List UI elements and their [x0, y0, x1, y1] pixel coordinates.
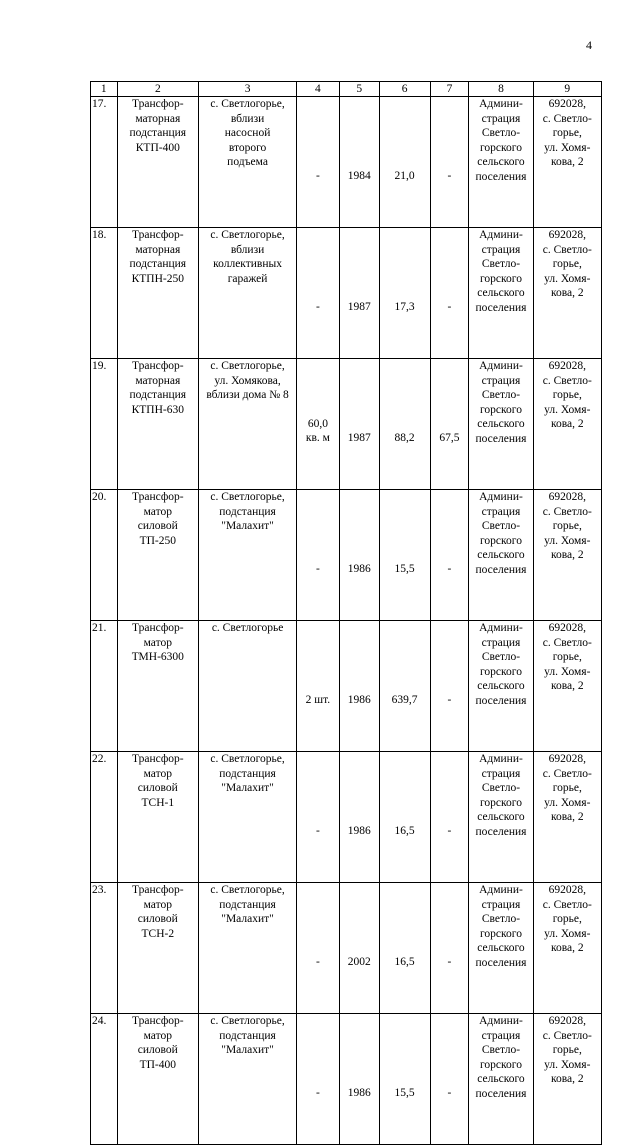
- cell-line: подстанция: [219, 1029, 276, 1042]
- object-owner: [469, 359, 533, 490]
- cell-line: Светло-: [481, 258, 521, 271]
- cell-line: Трансфор-: [132, 229, 184, 241]
- cell-line: 60,0: [307, 417, 328, 430]
- table-row: [91, 359, 602, 490]
- row-number: 19.: [91, 359, 118, 490]
- object-year: 1986: [339, 490, 379, 621]
- object-location: [199, 490, 297, 621]
- column-number: 5: [339, 82, 379, 97]
- column-number: 1: [91, 82, 118, 97]
- row-number: 18.: [91, 228, 118, 359]
- cell-line: 692028,: [548, 753, 586, 765]
- cell-line: ТП-250: [139, 534, 177, 547]
- cell-line: страция: [481, 636, 521, 649]
- cell-line: насосной: [224, 127, 271, 140]
- cell-line: кова, 2: [550, 1073, 584, 1086]
- table-row: [91, 752, 602, 883]
- object-area: [297, 228, 340, 359]
- cell-line: матор: [143, 767, 172, 780]
- cell-line: страция: [481, 1029, 521, 1042]
- cell-line: с. Светлогорье,: [210, 229, 285, 241]
- cell-line: -: [316, 956, 320, 969]
- cell-line: Светло-: [481, 127, 521, 140]
- object-year: 2002: [339, 883, 379, 1014]
- cell-line: горье,: [552, 1044, 582, 1057]
- cell-line: ул. Хомя-: [544, 796, 591, 809]
- cell-line: маторная: [135, 243, 181, 256]
- cell-line: силовой: [137, 520, 178, 533]
- cell-line: горского: [479, 141, 522, 154]
- object-name: [117, 883, 199, 1014]
- cell-line: -: [316, 1087, 320, 1100]
- row-number: 22.: [91, 752, 118, 883]
- page-number: 4: [586, 38, 592, 52]
- cell-line: Трансфор-: [132, 491, 184, 503]
- cell-line: подстанция: [219, 505, 276, 518]
- cell-line: 692028,: [548, 98, 586, 110]
- object-owner: [469, 752, 533, 883]
- object-residual-value: 67,5: [430, 359, 469, 490]
- cell-line: Админи-: [479, 491, 523, 503]
- owner-address: [533, 228, 601, 359]
- cell-line: вблизи дома № 8: [206, 389, 289, 402]
- cell-line: ТМН-6300: [131, 651, 184, 664]
- cell-line: горского: [479, 665, 522, 678]
- cell-line: ул. Хомя-: [544, 403, 591, 416]
- cell-line: Светло-: [481, 1044, 521, 1057]
- cell-line: Трансфор-: [132, 622, 184, 634]
- cell-line: поселения: [475, 170, 527, 183]
- object-value: 15,5: [379, 490, 430, 621]
- cell-line: второго: [228, 141, 267, 154]
- cell-line: поселения: [475, 956, 527, 969]
- cell-line: Админи-: [479, 229, 523, 241]
- cell-line: 692028,: [548, 622, 586, 634]
- cell-line: 692028,: [548, 491, 586, 503]
- object-owner: [469, 97, 533, 228]
- cell-line: подстанция: [129, 389, 187, 402]
- cell-line: с. Светлогорье,: [210, 98, 285, 110]
- cell-line: Админи-: [479, 98, 523, 110]
- cell-line: с. Светлогорье,: [210, 360, 285, 372]
- row-number: 21.: [91, 621, 118, 752]
- cell-line: матор: [143, 505, 172, 518]
- cell-line: с. Светлогорье,: [210, 1015, 285, 1027]
- cell-line: с. Светлогорье: [211, 622, 284, 634]
- cell-line: горского: [479, 272, 522, 285]
- cell-line: Трансфор-: [132, 360, 184, 372]
- table-row: [91, 490, 602, 621]
- object-residual-value: -: [430, 621, 469, 752]
- cell-line: ТСН-1: [141, 796, 175, 809]
- cell-line: горье,: [552, 520, 582, 533]
- object-location: [199, 883, 297, 1014]
- cell-line: кова, 2: [550, 418, 584, 431]
- column-number: 3: [199, 82, 297, 97]
- object-name: [117, 1014, 199, 1145]
- cell-line: кова, 2: [550, 680, 584, 693]
- object-location: [199, 621, 297, 752]
- column-number: 9: [533, 82, 601, 97]
- object-year: 1987: [339, 228, 379, 359]
- object-owner: [469, 1014, 533, 1145]
- cell-line: маторная: [135, 112, 181, 125]
- property-registry-table: [90, 81, 602, 1145]
- cell-line: с. Светло-: [542, 112, 592, 125]
- cell-line: с. Светло-: [542, 1029, 592, 1042]
- cell-line: страция: [481, 112, 521, 125]
- cell-line: горского: [479, 534, 522, 547]
- object-area: [297, 621, 340, 752]
- object-value: 639,7: [379, 621, 430, 752]
- cell-line: матор: [143, 636, 172, 649]
- object-area: [297, 1014, 340, 1145]
- object-year: 1986: [339, 752, 379, 883]
- object-location: [199, 1014, 297, 1145]
- cell-line: сельского: [477, 1073, 525, 1086]
- cell-line: сельского: [477, 811, 525, 824]
- object-name: [117, 490, 199, 621]
- table-row: [91, 228, 602, 359]
- cell-line: с. Светло-: [542, 636, 592, 649]
- cell-line: Админи-: [479, 1015, 523, 1027]
- row-number: 23.: [91, 883, 118, 1014]
- cell-line: 692028,: [548, 884, 586, 896]
- object-residual-value: -: [430, 752, 469, 883]
- cell-line: поселения: [475, 432, 527, 445]
- cell-line: ул. Хомя-: [544, 141, 591, 154]
- cell-line: силовой: [137, 1044, 178, 1057]
- object-residual-value: -: [430, 490, 469, 621]
- cell-line: Трансфор-: [132, 1015, 184, 1027]
- cell-line: подстанция: [219, 898, 276, 911]
- cell-line: с. Светло-: [542, 374, 592, 387]
- cell-line: КТПН-250: [131, 272, 184, 285]
- object-value: 15,5: [379, 1014, 430, 1145]
- owner-address: [533, 97, 601, 228]
- object-name: [117, 752, 199, 883]
- object-area: [297, 359, 340, 490]
- cell-line: горье,: [552, 389, 582, 402]
- cell-line: с. Светло-: [542, 767, 592, 780]
- cell-line: ул. Хомя-: [544, 927, 591, 940]
- object-owner: [469, 621, 533, 752]
- cell-line: сельского: [477, 942, 525, 955]
- cell-line: -: [316, 301, 320, 314]
- object-year: 1986: [339, 621, 379, 752]
- cell-line: подстанция: [219, 767, 276, 780]
- cell-line: с. Светло-: [542, 898, 592, 911]
- cell-line: горского: [479, 1058, 522, 1071]
- cell-line: ул. Хомя-: [544, 665, 591, 678]
- cell-line: поселения: [475, 825, 527, 838]
- cell-line: гаражей: [227, 272, 268, 285]
- owner-address: [533, 621, 601, 752]
- column-number: 7: [430, 82, 469, 97]
- object-year: 1986: [339, 1014, 379, 1145]
- column-number-row: [91, 82, 602, 97]
- cell-line: поселения: [475, 301, 527, 314]
- cell-line: горье,: [552, 651, 582, 664]
- cell-line: поселения: [475, 694, 527, 707]
- cell-line: ул. Хомя-: [544, 534, 591, 547]
- object-name: [117, 97, 199, 228]
- cell-line: кв. м: [305, 432, 330, 445]
- object-owner: [469, 883, 533, 1014]
- cell-line: ул. Хомя-: [544, 272, 591, 285]
- cell-line: подстанция: [129, 127, 187, 140]
- object-owner: [469, 490, 533, 621]
- cell-line: горского: [479, 927, 522, 940]
- object-residual-value: -: [430, 228, 469, 359]
- object-location: [199, 752, 297, 883]
- object-location: [199, 97, 297, 228]
- owner-address: [533, 490, 601, 621]
- object-residual-value: -: [430, 1014, 469, 1145]
- object-residual-value: -: [430, 97, 469, 228]
- cell-line: страция: [481, 505, 521, 518]
- cell-line: с. Светло-: [542, 243, 592, 256]
- table-row: [91, 97, 602, 228]
- cell-line: сельского: [477, 418, 525, 431]
- cell-line: матор: [143, 898, 172, 911]
- cell-line: поселения: [475, 1087, 527, 1100]
- cell-line: Трансфор-: [132, 98, 184, 110]
- cell-line: Админи-: [479, 622, 523, 634]
- object-year: 1987: [339, 359, 379, 490]
- cell-line: 2 шт.: [305, 694, 331, 707]
- object-area: [297, 752, 340, 883]
- cell-line: кова, 2: [550, 287, 584, 300]
- cell-line: кова, 2: [550, 156, 584, 169]
- cell-line: 692028,: [548, 360, 586, 372]
- cell-line: силовой: [137, 913, 178, 926]
- table-row: [91, 1014, 602, 1145]
- cell-line: "Малахит": [221, 782, 274, 795]
- cell-line: 692028,: [548, 229, 586, 241]
- row-number: 20.: [91, 490, 118, 621]
- cell-line: ул. Хомя-: [544, 1058, 591, 1071]
- cell-line: ТСН-2: [141, 927, 175, 940]
- owner-address: [533, 883, 601, 1014]
- object-value: 17,3: [379, 228, 430, 359]
- cell-line: сельского: [477, 680, 525, 693]
- cell-line: маторная: [135, 374, 181, 387]
- cell-line: сельского: [477, 287, 525, 300]
- column-number: 4: [297, 82, 340, 97]
- row-number: 17.: [91, 97, 118, 228]
- column-number: 6: [379, 82, 430, 97]
- cell-line: кова, 2: [550, 549, 584, 562]
- object-value: 88,2: [379, 359, 430, 490]
- object-owner: [469, 228, 533, 359]
- cell-line: страция: [481, 767, 521, 780]
- object-location: [199, 228, 297, 359]
- cell-line: Светло-: [481, 913, 521, 926]
- cell-line: матор: [143, 1029, 172, 1042]
- cell-line: вблизи: [230, 243, 265, 256]
- object-year: 1984: [339, 97, 379, 228]
- cell-line: с. Светлогорье,: [210, 884, 285, 896]
- cell-line: с. Светло-: [542, 505, 592, 518]
- column-number: 2: [117, 82, 199, 97]
- cell-line: Трансфор-: [132, 753, 184, 765]
- object-residual-value: -: [430, 883, 469, 1014]
- object-name: [117, 359, 199, 490]
- cell-line: горье,: [552, 913, 582, 926]
- cell-line: коллективных: [213, 258, 282, 271]
- row-number: 24.: [91, 1014, 118, 1145]
- cell-line: Админи-: [479, 753, 523, 765]
- owner-address: [533, 752, 601, 883]
- cell-line: Трансфор-: [132, 884, 184, 896]
- object-location: [199, 359, 297, 490]
- cell-line: "Малахит": [221, 1044, 274, 1057]
- cell-line: сельского: [477, 549, 525, 562]
- object-name: [117, 228, 199, 359]
- cell-line: КТПН-630: [131, 403, 184, 416]
- cell-line: подстанция: [129, 258, 187, 271]
- cell-line: кова, 2: [550, 811, 584, 824]
- cell-line: страция: [481, 243, 521, 256]
- cell-line: горского: [479, 796, 522, 809]
- cell-line: страция: [481, 898, 521, 911]
- object-value: 16,5: [379, 752, 430, 883]
- object-value: 21,0: [379, 97, 430, 228]
- object-value: 16,5: [379, 883, 430, 1014]
- cell-line: ул. Хомякова,: [214, 374, 281, 387]
- cell-line: -: [316, 825, 320, 838]
- cell-line: кова, 2: [550, 942, 584, 955]
- cell-line: горье,: [552, 127, 582, 140]
- cell-line: горье,: [552, 782, 582, 795]
- owner-address: [533, 1014, 601, 1145]
- table-row: [91, 621, 602, 752]
- cell-line: поселения: [475, 563, 527, 576]
- cell-line: страция: [481, 374, 521, 387]
- cell-line: ТП-400: [139, 1058, 177, 1071]
- cell-line: 692028,: [548, 1015, 586, 1027]
- cell-line: с. Светлогорье,: [210, 753, 285, 765]
- cell-line: "Малахит": [221, 913, 274, 926]
- cell-line: сельского: [477, 156, 525, 169]
- cell-line: горье,: [552, 258, 582, 271]
- object-area: [297, 490, 340, 621]
- cell-line: с. Светлогорье,: [210, 491, 285, 503]
- cell-line: -: [316, 563, 320, 576]
- cell-line: Админи-: [479, 884, 523, 896]
- cell-line: Светло-: [481, 782, 521, 795]
- object-name: [117, 621, 199, 752]
- owner-address: [533, 359, 601, 490]
- cell-line: КТП-400: [135, 141, 180, 154]
- cell-line: Светло-: [481, 651, 521, 664]
- table-row: [91, 883, 602, 1014]
- cell-line: -: [316, 170, 320, 183]
- cell-line: Админи-: [479, 360, 523, 372]
- cell-line: Светло-: [481, 389, 521, 402]
- cell-line: "Малахит": [221, 520, 274, 533]
- cell-line: вблизи: [230, 112, 265, 125]
- column-number: 8: [469, 82, 533, 97]
- cell-line: силовой: [137, 782, 178, 795]
- object-area: [297, 97, 340, 228]
- cell-line: горского: [479, 403, 522, 416]
- cell-line: Светло-: [481, 520, 521, 533]
- object-area: [297, 883, 340, 1014]
- cell-line: подъема: [227, 156, 268, 169]
